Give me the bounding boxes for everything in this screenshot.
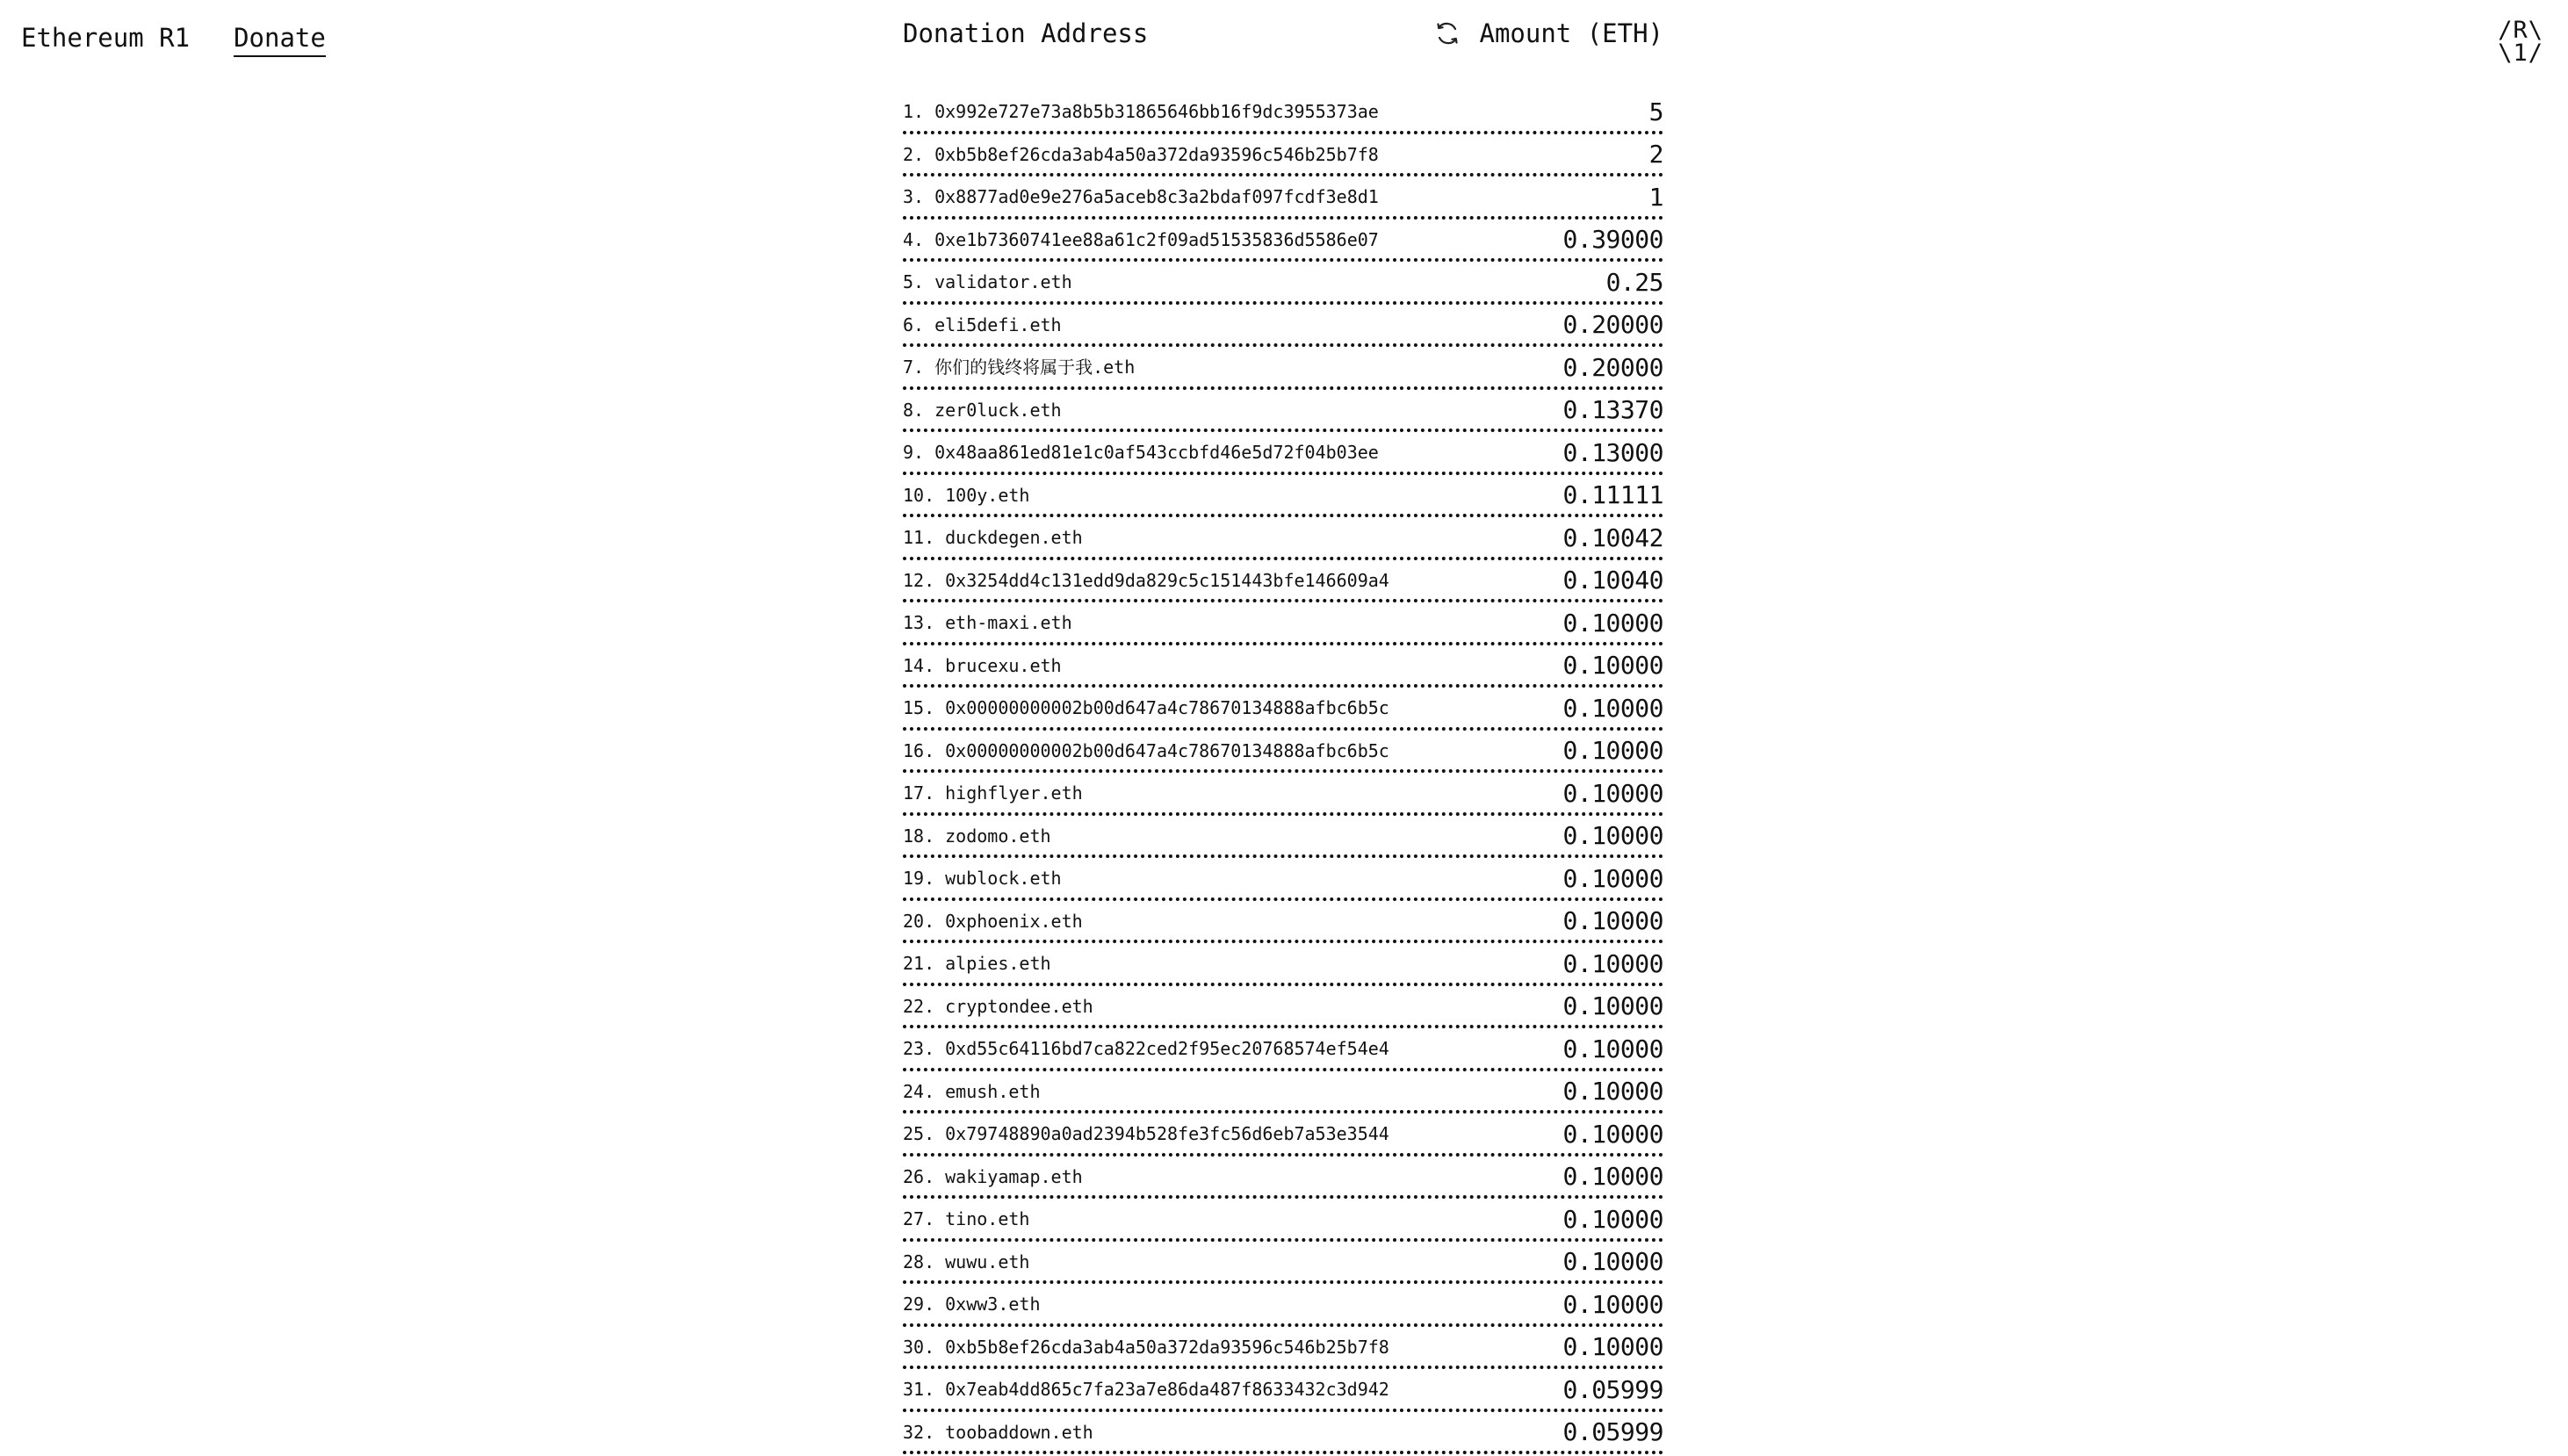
row-amount: 0.10000 <box>1562 991 1663 1021</box>
amount-column-header-group <box>1433 18 1663 48</box>
row-amount: 0.10000 <box>1562 778 1663 808</box>
table-row <box>903 1073 1663 1114</box>
row-address-group <box>903 1210 1029 1228</box>
row-address[interactable]: 0xe1b7360741ee88a61c2f09ad51535836d5586e07 <box>934 228 1379 250</box>
row-address[interactable]: 100y.eth <box>945 484 1030 506</box>
row-amount: 0.10000 <box>1562 651 1663 681</box>
row-rank: 13. <box>903 612 935 634</box>
row-amount: 0.10000 <box>1562 821 1663 851</box>
row-rank: 28. <box>903 1251 935 1272</box>
table-row <box>903 604 1663 645</box>
table-row <box>903 945 1663 986</box>
row-address[interactable]: 0x00000000002b00d647a4c78670134888afbc6b5c <box>945 697 1389 719</box>
table-row <box>903 818 1663 859</box>
table-row <box>903 392 1663 433</box>
row-amount: 0.10000 <box>1562 1077 1663 1106</box>
row-address-group <box>903 1123 1389 1145</box>
row-address-group <box>903 442 1379 464</box>
row-address-group <box>903 569 1389 591</box>
table-row <box>903 1286 1663 1327</box>
row-rank: 6. <box>903 314 925 335</box>
row-address[interactable]: toobaddown.eth <box>945 1421 1093 1443</box>
table-row <box>903 477 1663 518</box>
row-rank: 29. <box>903 1294 935 1315</box>
row-rank: 3. <box>903 186 925 208</box>
row-address-group <box>903 739 1389 761</box>
row-amount: 0.20000 <box>1562 352 1663 382</box>
row-address[interactable]: duckdegen.eth <box>945 527 1083 549</box>
table-row <box>903 647 1663 688</box>
logo-line-2: \1/ <box>2498 40 2543 67</box>
row-rank: 12. <box>903 569 935 591</box>
donate-link[interactable]: Donate <box>234 23 326 57</box>
row-address[interactable]: cryptondee.eth <box>945 995 1093 1017</box>
table-row <box>903 903 1663 944</box>
row-rank: 19. <box>903 868 935 890</box>
row-amount: 0.20000 <box>1562 310 1663 340</box>
table-row <box>903 988 1663 1029</box>
row-amount: 0.05999 <box>1562 1374 1663 1404</box>
table-row <box>903 178 1663 220</box>
logo-line-1: /R\ <box>2498 17 2543 44</box>
row-address[interactable]: brucexu.eth <box>945 654 1062 676</box>
row-amount: 0.10000 <box>1562 1119 1663 1149</box>
row-amount: 0.10042 <box>1562 523 1663 552</box>
table-row <box>903 1414 1663 1455</box>
table-row <box>903 434 1663 475</box>
row-address-group <box>903 1253 1029 1271</box>
row-amount: 0.39000 <box>1562 225 1663 255</box>
amount-column-header: Amount (ETH) <box>1479 18 1663 48</box>
row-amount: 0.10000 <box>1562 608 1663 638</box>
row-address-group <box>903 273 1072 291</box>
row-address-group <box>903 699 1389 717</box>
row-rank: 27. <box>903 1208 935 1230</box>
donation-table <box>903 16 1663 1456</box>
table-row <box>903 860 1663 901</box>
row-rank: 5. <box>903 271 925 293</box>
row-rank: 15. <box>903 697 935 719</box>
row-address-group <box>903 1165 1083 1187</box>
row-address-group <box>903 358 1135 376</box>
r1-logo <box>2498 19 2543 65</box>
row-address[interactable]: 0x3254dd4c131edd9da829c5c151443bfe146609a4 <box>945 569 1389 591</box>
row-rank: 32. <box>903 1421 935 1443</box>
row-amount: 0.10040 <box>1562 566 1663 595</box>
row-address[interactable]: wublock.eth <box>945 868 1062 890</box>
row-address-group <box>903 995 1093 1017</box>
row-address[interactable]: 0xb5b8ef26cda3ab4a50a372da93596c546b25b7f8 <box>945 1336 1389 1358</box>
row-address[interactable]: zer0luck.eth <box>934 399 1062 421</box>
row-amount: 5 <box>1648 97 1663 126</box>
table-header <box>903 16 1663 51</box>
table-row <box>903 689 1663 731</box>
table-row <box>903 221 1663 263</box>
row-address-group <box>903 868 1062 890</box>
row-address[interactable]: wuwu.eth <box>945 1251 1030 1272</box>
row-rank: 16. <box>903 739 935 761</box>
brand-link[interactable]: Ethereum R1 <box>21 23 191 53</box>
row-address-group <box>903 484 1030 506</box>
row-address[interactable]: 你们的钱终将属于我.eth <box>934 357 1136 378</box>
row-address[interactable]: 0x8877ad0e9e276a5aceb8c3a2bdaf097fcdf3e8d1 <box>934 186 1379 208</box>
row-amount: 0.10000 <box>1562 1034 1663 1063</box>
row-amount: 2 <box>1648 140 1663 169</box>
row-rank: 11. <box>903 527 935 549</box>
row-rank: 17. <box>903 782 935 804</box>
row-address-group <box>903 228 1379 250</box>
row-address-group <box>903 784 1083 802</box>
row-address[interactable]: tino.eth <box>945 1208 1030 1230</box>
row-amount: 0.05999 <box>1562 1417 1663 1447</box>
address-column-header: Donation Address <box>903 18 1149 48</box>
table-row <box>903 1030 1663 1071</box>
row-rank: 7. <box>903 357 925 378</box>
table-row <box>903 136 1663 177</box>
row-rank: 30. <box>903 1336 935 1358</box>
row-amount: 0.10000 <box>1562 1247 1663 1277</box>
row-address-group <box>903 1080 1041 1102</box>
row-rank: 24. <box>903 1080 935 1102</box>
row-address-group <box>903 912 1083 930</box>
row-rank: 4. <box>903 228 925 250</box>
table-row <box>903 1200 1663 1242</box>
row-address-group <box>903 612 1072 634</box>
row-amount: 0.10000 <box>1562 1289 1663 1319</box>
row-rank: 20. <box>903 910 935 932</box>
row-rank: 9. <box>903 442 925 464</box>
row-address-group <box>903 527 1083 549</box>
row-amount: 0.10000 <box>1562 906 1663 936</box>
row-amount: 0.10000 <box>1562 1162 1663 1192</box>
row-amount: 0.13000 <box>1562 437 1663 467</box>
row-address-group <box>903 143 1379 165</box>
row-rank: 8. <box>903 399 925 421</box>
row-address[interactable]: emush.eth <box>945 1080 1041 1102</box>
row-address[interactable]: eth-maxi.eth <box>945 612 1072 634</box>
row-rank: 22. <box>903 995 935 1017</box>
row-address[interactable]: 0x7eab4dd865c7fa23a7e86da487f8633432c3d942 <box>945 1379 1389 1401</box>
row-address[interactable]: 0x48aa861ed81e1c0af543ccbfd46e5d72f04b03ee <box>934 442 1379 464</box>
table-row <box>903 93 1663 134</box>
row-rank: 23. <box>903 1038 935 1060</box>
row-address[interactable]: 0x00000000002b00d647a4c78670134888afbc6b5c <box>945 739 1389 761</box>
row-address-group <box>903 101 1379 123</box>
row-address[interactable]: highflyer.eth <box>945 782 1083 804</box>
row-amount: 0.10000 <box>1562 863 1663 893</box>
row-address-group <box>903 401 1062 419</box>
row-address[interactable]: eli5defi.eth <box>934 314 1062 335</box>
row-address-group <box>903 1338 1389 1356</box>
row-rank: 18. <box>903 825 935 847</box>
donation-list <box>903 93 1663 1454</box>
table-row <box>903 306 1663 348</box>
table-row <box>903 1243 1663 1285</box>
table-row <box>903 1329 1663 1370</box>
row-address-group <box>903 827 1051 845</box>
row-address-group <box>903 1295 1041 1313</box>
row-address[interactable]: validator.eth <box>934 271 1072 293</box>
row-address[interactable]: alpies.eth <box>945 953 1051 975</box>
table-row <box>903 1115 1663 1157</box>
row-amount: 0.10000 <box>1562 948 1663 978</box>
row-rank: 14. <box>903 654 935 676</box>
table-row <box>903 1158 1663 1200</box>
table-row <box>903 562 1663 603</box>
row-address-group <box>903 1379 1389 1401</box>
row-address[interactable]: 0x79748890a0ad2394b528fe3fc56d6eb7a53e3544 <box>945 1123 1389 1145</box>
row-rank: 1. <box>903 101 925 123</box>
row-address-group <box>903 316 1062 334</box>
row-address[interactable]: 0xww3.eth <box>945 1294 1041 1315</box>
top-navigation <box>21 23 326 57</box>
row-address[interactable]: zodomo.eth <box>945 825 1051 847</box>
row-amount: 0.10000 <box>1562 736 1663 766</box>
row-amount: 1 <box>1648 182 1663 212</box>
row-address-group <box>903 953 1051 975</box>
row-amount: 0.11111 <box>1562 480 1663 510</box>
row-rank: 26. <box>903 1165 935 1187</box>
row-address-group <box>903 1421 1093 1443</box>
table-row <box>903 263 1663 305</box>
row-rank: 25. <box>903 1123 935 1145</box>
table-row <box>903 775 1663 816</box>
row-address[interactable]: wakiyamap.eth <box>945 1165 1083 1187</box>
row-address[interactable]: 0x992e727e73a8b5b31865646bb16f9dc3955373ae <box>934 101 1379 123</box>
row-amount: 0.13370 <box>1562 395 1663 425</box>
table-row <box>903 519 1663 560</box>
row-address-group <box>903 654 1062 676</box>
table-row <box>903 732 1663 774</box>
row-rank: 2. <box>903 143 925 165</box>
row-address-group <box>903 1038 1389 1060</box>
row-address[interactable]: 0xd55c64116bd7ca822ced2f95ec20768574ef54e4 <box>945 1038 1389 1060</box>
table-row <box>903 349 1663 390</box>
row-address[interactable]: 0xphoenix.eth <box>945 910 1083 932</box>
row-address[interactable]: 0xb5b8ef26cda3ab4a50a372da93596c546b25b7f8 <box>934 143 1379 165</box>
row-amount: 0.10000 <box>1562 693 1663 723</box>
row-address-group <box>903 186 1379 208</box>
row-rank: 10. <box>903 484 935 506</box>
row-amount: 0.10000 <box>1562 1332 1663 1362</box>
row-rank: 21. <box>903 953 935 975</box>
refresh-icon[interactable] <box>1433 19 1461 47</box>
row-rank: 31. <box>903 1379 935 1401</box>
table-row <box>903 1371 1663 1412</box>
row-amount: 0.25 <box>1605 267 1663 297</box>
row-amount: 0.10000 <box>1562 1204 1663 1234</box>
